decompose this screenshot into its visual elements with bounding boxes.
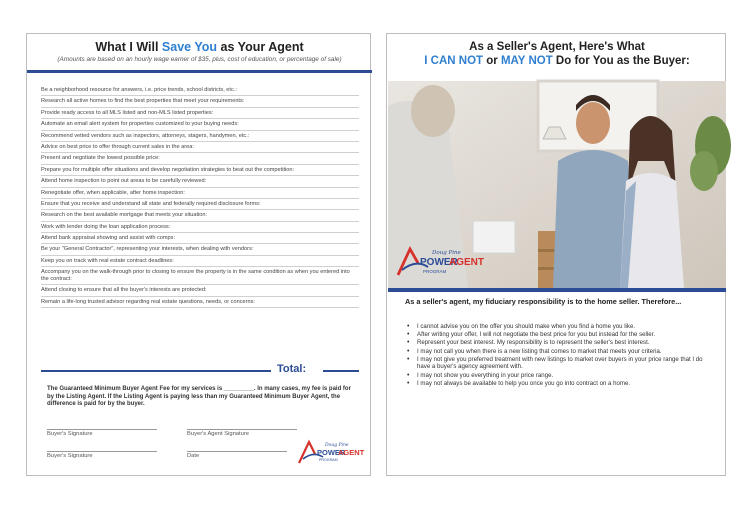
list-item: • I cannot advise you on the offer you should make when you find a home you like. [407,323,717,331]
list-item: Attend closing to ensure that all the buyer's interests are protected: [41,285,359,296]
list-item: Renegotiate offer, when applicable, after home inspection: [41,188,359,199]
list-item: Provide ready access to all MLS listed and non-MLS listed properties: [41,108,359,119]
date-line [187,451,287,452]
seller-agent-limits-page [386,33,726,476]
list-item: Research on the best available mortgage that meets your situation: [41,210,359,221]
list-item: Attend bank appraisal showing and assist with comps: [41,233,359,244]
list-item: Present and negotiate the lowest possible price: [41,153,359,164]
list-item: • I may not give you preferred treatment with new listings to market over buyers in your price range that I do have a buyer's agency agreement with. [407,356,717,371]
total-label: Total: [277,363,307,375]
buyer-signature-label-2: Buyer's Signature [47,453,93,459]
list-item: Research all active homes to find the best properties that meet your requirements: [41,96,359,107]
title-divider [27,70,372,73]
list-item: Accompany you on the walk-through prior to closing to ensure the property is in the same condition as when you entered into the contract: [41,267,359,285]
date-label: Date [187,453,200,459]
logo-agent: AGENT [338,448,365,457]
svg-text:PROGRAM: PROGRAM [423,269,447,274]
list-item: Recommend vetted vendors such as inspectors, attorneys, stagers, handymen, etc.: [41,131,359,142]
list-item: Be your "General Contractor", representing your interests, when dealing with vendors: [41,244,359,255]
buyer-signature-label: Buyer's Signature [47,431,93,437]
list-item: • I may not show you everything in your price range. [407,372,717,380]
photo-divider [388,288,726,292]
list-item: Keep you on track with real estate contract deadlines: [41,256,359,267]
svg-text:AGENT: AGENT [449,257,484,268]
fee-statement: The Guaranteed Minimum Buyer Agent Fee for my services is _________. In many cases, my fee is paid for by the Listing Agent. If the Listing Agent is paying less than my Guaranteed Minimum Buyer Agent, the difference is paid for by the buyer. [47,386,351,408]
page-title: What I Will Save You as Your Agent [95,40,304,54]
agent-signature-label: Buyer's Agent Signature [187,431,250,437]
list-item: Be a neighborhood resource for answers, i.e. price trends, school districts, etc.: [41,85,359,96]
power-agent-logo [297,439,365,465]
total-rule [41,370,271,372]
page-title-line-2: I CAN NOT or MAY NOT Do for You as the Buyer: [424,55,690,67]
couple-with-agent-photo [388,81,726,288]
fiduciary-statement: As a seller's agent, my fiduciary responsibility is to the home seller. Therefore... [405,297,682,306]
list-item: • Represent your best interest. My responsibility is to represent the seller's best interest. [407,339,717,347]
svg-text:Doug Pine: Doug Pine [432,250,461,256]
list-item: Work with lender doing the loan application process: [41,222,359,233]
list-item: • After writing your offer, I will not negotiate the best price for you but instead for the seller. [407,331,717,339]
list-item: Attend home inspection to point out areas to be carefully reviewed: [41,176,359,187]
buyer-signature-line-2 [47,451,157,452]
list-item: Ensure that you receive and understand all state and federally required disclosure forms: [41,199,359,210]
agent-signature-line [187,429,297,430]
list-item: Advice on best price to offer through current sales in the area: [41,142,359,153]
page-subtitle: (Amounts are based on an hourly wage earner of $35, plus, cost of education, or percentage of sale) [57,56,342,63]
logo-swoosh [299,442,315,463]
list-item: • I may not always be available to help you once you go into contract on a home. [407,380,717,388]
list-item: Automate an email alert system for properties customized to your buying needs: [41,119,359,130]
services-list [41,85,359,308]
cannot-do-list [407,323,717,388]
list-item: • I may not call you when there is a new listing that comes to market that meets your criteria. [407,348,717,356]
logo-script: Doug Pine [325,443,349,448]
list-item: Remain a life-long trusted advisor regarding real estate questions, needs, or concerns: [41,297,359,308]
photo-illustration [388,81,726,288]
list-item: Prepare you for multiple offer situations and develop negotiation strategies to beat out the competition: [41,165,359,176]
svg-text:POWER: POWER [420,257,458,268]
logo-program: PROGRAM [319,458,338,462]
buyer-signature-line [47,429,157,430]
logo-power: POWER [317,448,346,457]
total-value-line [323,370,359,372]
buyer-agent-savings-page [26,33,371,476]
page-title-line-1: As a Seller's Agent, Here's What [469,41,645,53]
